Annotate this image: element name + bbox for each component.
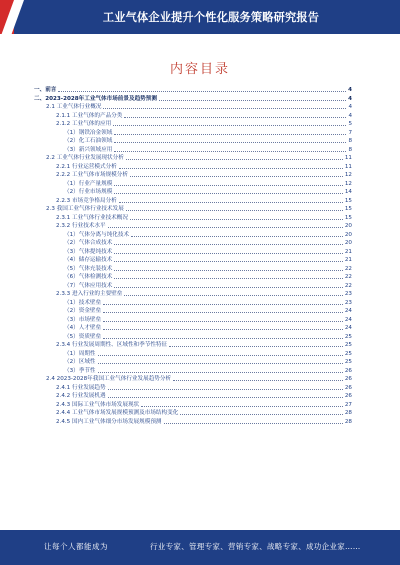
toc-entry[interactable] bbox=[34, 299, 352, 308]
toc-entry-text: （1）钢铁冶金领域 bbox=[64, 129, 113, 136]
toc-leader-dots bbox=[131, 236, 343, 237]
toc-entry[interactable] bbox=[34, 248, 352, 257]
toc-page-number: 26 bbox=[344, 367, 352, 374]
report-title: 工业气体企业提升个性化服务策略研究报告 bbox=[102, 11, 320, 24]
toc-page-number: 20 bbox=[344, 231, 352, 238]
toc-entry[interactable] bbox=[34, 95, 352, 104]
toc-entry[interactable] bbox=[34, 367, 352, 376]
toc-page-number: 15 bbox=[344, 214, 352, 221]
toc-entry-text: 2.2 工业气体行业发展现状分析 bbox=[46, 155, 124, 161]
toc-page-number: 12 bbox=[344, 180, 352, 187]
toc-entry-text: 2.4.3 国际工业气体市场发展现状 bbox=[56, 401, 140, 408]
toc-page-number: 28 bbox=[344, 418, 352, 425]
toc-entry[interactable] bbox=[34, 188, 352, 197]
toc-entry[interactable] bbox=[34, 256, 352, 265]
toc-leader-dots bbox=[114, 151, 346, 152]
toc-leader-dots bbox=[114, 193, 343, 194]
toc-entry-text: （7）气体应用技术 bbox=[64, 282, 113, 289]
toc-leader-dots bbox=[114, 185, 343, 186]
toc-entry-text: （5）资质壁垒 bbox=[64, 333, 102, 340]
toc-page-number: 14 bbox=[344, 189, 352, 195]
toc-leader-dots bbox=[114, 142, 346, 143]
toc-leader-dots bbox=[141, 406, 343, 407]
toc-entry-text: （2）行业市场规模 bbox=[64, 189, 113, 195]
toc-leader-dots bbox=[119, 202, 343, 203]
report-header bbox=[0, 0, 400, 34]
toc-leader-dots bbox=[114, 134, 346, 135]
toc-page-number: 15 bbox=[344, 197, 352, 204]
toc-leader-dots bbox=[180, 414, 343, 415]
toc-leader-dots bbox=[114, 261, 343, 262]
toc-page-number: 22 bbox=[344, 274, 352, 280]
toc-entry-text: （6）气体检测技术 bbox=[64, 274, 113, 280]
toc-page-number: 8 bbox=[348, 138, 352, 144]
toc-entry-text: 2.3.3 进入行业的主要壁垒 bbox=[56, 291, 123, 297]
toc-entry[interactable] bbox=[34, 222, 352, 231]
toc-entry[interactable] bbox=[34, 129, 352, 138]
toc-leader-dots bbox=[124, 295, 343, 296]
toc-page-number: 4 bbox=[348, 104, 352, 110]
toc-page-number: 15 bbox=[344, 206, 352, 212]
toc-entry[interactable] bbox=[34, 375, 352, 384]
toc-page-number: 4 bbox=[348, 112, 352, 119]
toc-entry[interactable] bbox=[34, 103, 352, 112]
toc-page-number: 25 bbox=[344, 350, 352, 357]
toc-entry[interactable] bbox=[34, 163, 352, 172]
toc-page-number: 26 bbox=[344, 384, 352, 391]
toc-page-number: 5 bbox=[348, 121, 352, 127]
toc-entry-text: 2.2.1 行业运营模式分析 bbox=[56, 163, 117, 170]
toc-entry-text: 2.4.5 国内工业气体细分市场发展规模预测 bbox=[56, 418, 162, 425]
toc-entry[interactable] bbox=[34, 239, 352, 248]
toc-leader-dots bbox=[126, 210, 343, 211]
toc-entry-text: （2）资金壁垒 bbox=[64, 308, 102, 314]
toc-entry-text: （2）化工石油领域 bbox=[64, 138, 113, 144]
toc-page-number: 11 bbox=[344, 155, 352, 161]
toc-leader-dots bbox=[98, 363, 343, 364]
toc-entry[interactable] bbox=[34, 86, 352, 95]
toc-page-number: 24 bbox=[344, 308, 352, 314]
toc-page-number: 23 bbox=[344, 291, 352, 297]
toc-leader-dots bbox=[103, 338, 343, 339]
toc-leader-dots bbox=[103, 108, 346, 109]
toc-entry-text: 2.4.1 行业发展趋势 bbox=[56, 384, 106, 391]
toc-entry-text: （3）市场壁垒 bbox=[64, 316, 102, 323]
toc-page-number: 8 bbox=[348, 146, 352, 153]
toc-leader-dots bbox=[98, 372, 343, 373]
toc-leader-dots bbox=[173, 380, 343, 381]
toc-entry-text: 2.4.2 行业发展机遇 bbox=[56, 393, 106, 399]
toc-entry[interactable] bbox=[34, 350, 352, 359]
toc-page-number: 26 bbox=[344, 376, 352, 382]
toc-entry[interactable] bbox=[34, 341, 352, 350]
footer-slogan-right: 行业专家、管理专家、营销专家、战略专家、成功企业家…… bbox=[150, 542, 361, 551]
toc-page-number: 25 bbox=[344, 342, 352, 348]
toc-leader-dots bbox=[108, 227, 343, 228]
toc-leader-dots bbox=[58, 91, 346, 92]
toc-entry[interactable] bbox=[34, 112, 352, 121]
toc-entry[interactable] bbox=[34, 418, 352, 427]
toc-entry-text: （1）气体分离与纯化技术 bbox=[64, 231, 130, 238]
toc-entry[interactable] bbox=[34, 290, 352, 299]
toc-leader-dots bbox=[98, 355, 343, 356]
toc-entry[interactable] bbox=[34, 231, 352, 240]
toc-entry-text: 一、前言 bbox=[34, 87, 57, 93]
toc-entry-text: 2.2.2 工业气体市场规模分析 bbox=[56, 172, 128, 178]
toc-entry[interactable] bbox=[34, 384, 352, 393]
toc-leader-dots bbox=[114, 278, 343, 279]
toc-page-number: 4 bbox=[348, 95, 352, 102]
toc-leader-dots bbox=[130, 219, 343, 220]
toc-page-number: 23 bbox=[344, 299, 352, 306]
toc-entry-text: 2.4 2023-2028年我国工业气体行业发展趋势分析 bbox=[46, 376, 172, 382]
toc-entry[interactable] bbox=[34, 137, 352, 146]
toc-entry-text: （2）气体合成技术 bbox=[64, 240, 113, 246]
toc-entry-text: （3）新兴领域应用 bbox=[64, 146, 113, 153]
toc-entry[interactable] bbox=[34, 171, 352, 180]
toc-heading: 内容目录 bbox=[169, 62, 230, 77]
toc-entry[interactable] bbox=[34, 307, 352, 316]
toc-entry[interactable] bbox=[34, 180, 352, 189]
toc-entry[interactable] bbox=[34, 214, 352, 223]
toc-leader-dots bbox=[103, 321, 343, 322]
toc-page-number: 7 bbox=[348, 129, 352, 136]
toc-entry-text: （1）技术壁垒 bbox=[64, 299, 102, 306]
toc-entry[interactable] bbox=[34, 154, 352, 163]
toc-page-number: 20 bbox=[344, 240, 352, 246]
toc-leader-dots bbox=[108, 389, 343, 390]
toc-entry-text: （4）人才壁垒 bbox=[64, 325, 102, 331]
toc-leader-dots bbox=[103, 304, 343, 305]
toc-entry-text: 2.2.3 市场竞争格局分析 bbox=[56, 197, 117, 204]
toc-entry-text: （5）气体充装技术 bbox=[64, 265, 113, 272]
toc-leader-dots bbox=[103, 329, 343, 330]
toc-leader-dots bbox=[159, 100, 346, 101]
toc-leader-dots bbox=[169, 346, 343, 347]
toc-entry-text: （3）季节性 bbox=[64, 367, 96, 374]
toc-entry-text: 二、2023-2028年工业气体市场前景及趋势预测 bbox=[34, 95, 157, 102]
toc-page-number: 25 bbox=[344, 333, 352, 340]
toc-entry-text: （4）储存运输技术 bbox=[64, 257, 113, 263]
toc-entry-text: （1）周期性 bbox=[64, 350, 96, 357]
toc-entry[interactable] bbox=[34, 197, 352, 206]
toc-entry[interactable] bbox=[34, 146, 352, 155]
toc-entry[interactable] bbox=[34, 333, 352, 342]
toc-leader-dots bbox=[108, 397, 343, 398]
toc-leader-dots bbox=[114, 244, 343, 245]
toc-entry[interactable] bbox=[34, 324, 352, 333]
toc-entry[interactable] bbox=[34, 265, 352, 274]
toc-entry-text: （3）气体提纯技术 bbox=[64, 248, 113, 255]
toc-entry[interactable] bbox=[34, 401, 352, 410]
table-of-contents bbox=[34, 86, 352, 426]
toc-page-number: 28 bbox=[344, 410, 352, 416]
toc-leader-dots bbox=[103, 312, 343, 313]
footer-slogan-left: 让每个人都能成为 bbox=[44, 542, 108, 551]
toc-leader-dots bbox=[124, 117, 346, 118]
toc-page-number: 24 bbox=[344, 325, 352, 331]
toc-page-number: 22 bbox=[344, 282, 352, 289]
toc-entry[interactable] bbox=[34, 316, 352, 325]
toc-page-number: 12 bbox=[344, 172, 352, 178]
toc-page-number: 21 bbox=[344, 248, 352, 255]
toc-entry-text: （1）行业产量规模 bbox=[64, 180, 113, 187]
toc-leader-dots bbox=[126, 159, 343, 160]
toc-page-number: 27 bbox=[344, 401, 352, 408]
toc-entry-text: 2.3 我国工业气体行业技术发展 bbox=[46, 206, 124, 212]
toc-leader-dots bbox=[114, 287, 343, 288]
toc-leader-dots bbox=[114, 253, 343, 254]
toc-leader-dots bbox=[164, 423, 343, 424]
toc-entry[interactable] bbox=[34, 120, 352, 129]
toc-entry-text: 2.4.4 工业气体市场发展规模预测及市场结构变化 bbox=[56, 410, 179, 416]
toc-page-number: 11 bbox=[344, 163, 352, 170]
toc-page-number: 21 bbox=[344, 257, 352, 263]
toc-page-number: 25 bbox=[344, 359, 352, 365]
toc-entry-text: 2.3.4 行业发展周期性、区域性和季节性特征 bbox=[56, 342, 168, 348]
toc-entry-text: 2.3.1 工业气体行业技术概况 bbox=[56, 214, 128, 221]
toc-entry[interactable] bbox=[34, 282, 352, 291]
report-footer bbox=[0, 530, 400, 565]
toc-entry[interactable] bbox=[34, 409, 352, 418]
toc-entry-text: 2.3.2 行业技术水平 bbox=[56, 223, 106, 229]
toc-entry[interactable] bbox=[34, 358, 352, 367]
toc-page-number: 20 bbox=[344, 223, 352, 229]
toc-leader-dots bbox=[119, 168, 343, 169]
toc-page-number: 4 bbox=[348, 87, 352, 93]
toc-entry[interactable] bbox=[34, 205, 352, 214]
toc-leader-dots bbox=[114, 270, 343, 271]
toc-entry-text: 2.1 工业气体行业概况 bbox=[46, 104, 102, 110]
toc-page-number: 26 bbox=[344, 393, 352, 399]
toc-leader-dots bbox=[130, 176, 343, 177]
toc-entry-text: （2）区域性 bbox=[64, 359, 96, 365]
toc-entry[interactable] bbox=[34, 392, 352, 401]
toc-page-number: 22 bbox=[344, 265, 352, 272]
toc-entry-text: 2.1.1 工业气体的产品分类 bbox=[56, 112, 123, 119]
toc-leader-dots bbox=[113, 125, 346, 126]
toc-page-number: 24 bbox=[344, 316, 352, 323]
toc-entry-text: 2.1.2 工业气体的应用 bbox=[56, 121, 112, 127]
toc-entry[interactable] bbox=[34, 273, 352, 282]
